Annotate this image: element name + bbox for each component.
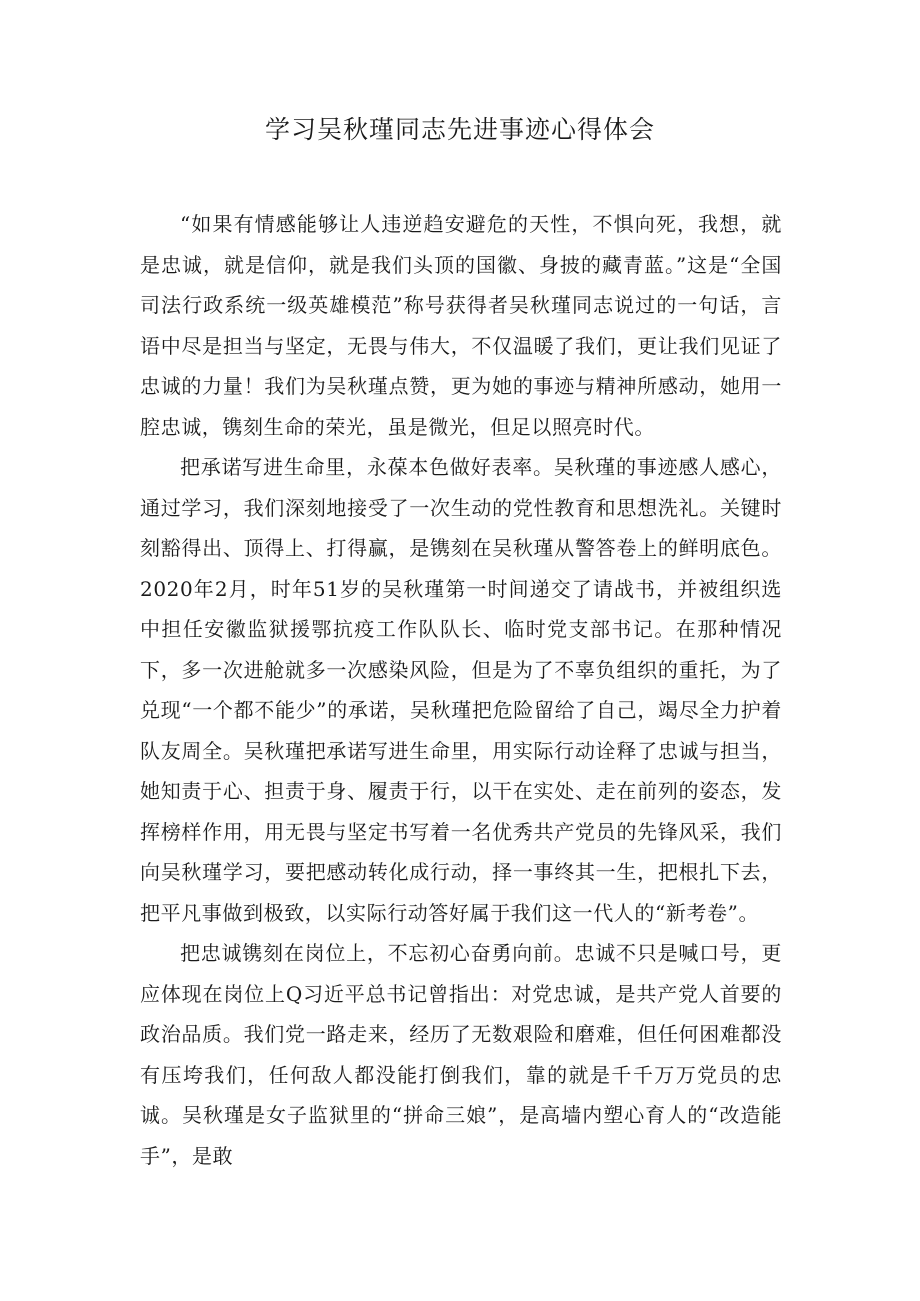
paragraph-intro: “如果有情感能够让人违逆趋安避危的天性，不惧向死，我想，就是忠诚，就是信仰，就是我们头顶的国徽、身披的藏青蓝。”这是“全国司法行政系统一级英雄模范”称号获得者吴秋瑾同志说过的一句话，言语中尽是担当与坚定，无畏与伟大，不仅温暖了我们，更让我们见证了忠诚的力量！我们为吴秋瑾点赞，更为她的事迹与精神所感动，她用一腔忠诚，镌刻生命的荣光，虽是微光，但足以照亮时代。 [140, 212, 782, 439]
document-body [140, 204, 782, 1176]
paragraph-loyalty: 把忠诚镌刻在岗位上，不忘初心奋勇向前。忠诚不只是喊口号，更应体现在岗位上Q习近平总书记曾指出：对党忠诚，是共产党人首要的政治品质。我们党一路走来，经历了无数艰险和磨难，但任何困难都没有压垮我们，任何敌人都没能打倒我们，靠的就是千千万万党员的忠诚。吴秋瑾是女子监狱里的“拼命三娘”，是高墙内塑心育人的“改造能手”，是敢 [140, 941, 782, 1168]
document-title: 学习吴秋瑾同志先进事迹心得体会 [264, 115, 655, 144]
paragraph-commitment: 把承诺写进生命里，永葆本色做好表率。吴秋瑾的事迹感人感心，通过学习，我们深刻地接受了一次生动的党性教育和思想洗礼。关键时刻豁得出、顶得上、打得赢，是镌刻在吴秋瑾从警答卷上的鲜明底色。2020年2月，时年51岁的吴秋瑾第一时间递交了请战书，并被组织选中担任安徽监狱援鄂抗疫工作队队长、临时党支部书记。在那种情况下，多一次进舱就多一次感染风险，但是为了不辜负组织的重托，为了兑现“一个都不能少”的承诺，吴秋瑾把危险留给了自己，竭尽全力护着队友周全。吴秋瑾把承诺写进生命里，用实际行动诠释了忠诚与担当，她知责于心、担责于身、履责于行，以干在实处、走在前列的姿态，发挥榜样作用，用无畏与坚定书写着一名优秀共产党员的先锋风采，我们向吴秋瑾学习，要把感动转化成行动，择一事终其一生，把根扎下去，把平凡事做到极致，以实际行动答好属于我们这一代人的“新考卷”。 [140, 455, 782, 925]
